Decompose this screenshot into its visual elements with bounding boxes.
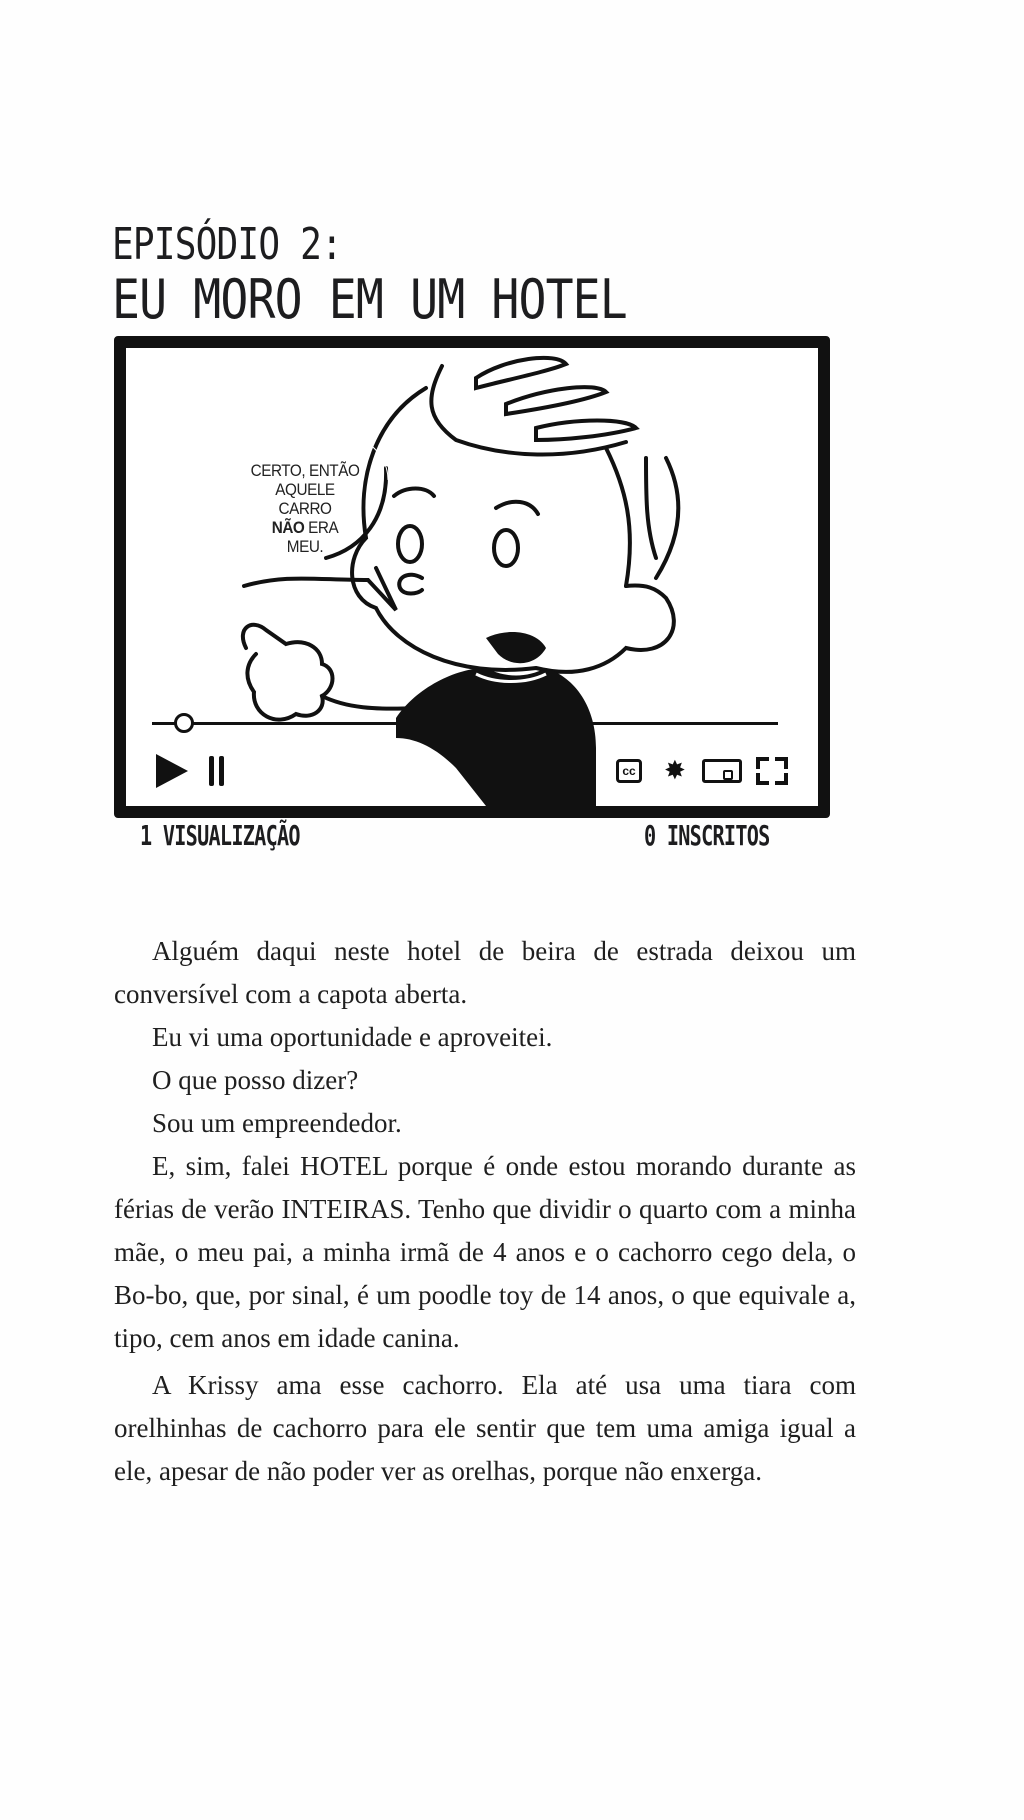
subscriber-count: 0 INSCRITOS: [644, 819, 770, 852]
episode-title: EU MORO EM UM HOTEL: [112, 268, 627, 331]
video-player-illustration: [114, 336, 830, 818]
closed-captions-icon[interactable]: cc: [616, 759, 642, 783]
fullscreen-icon[interactable]: [756, 757, 788, 785]
paragraph: A Krissy ama esse cachorro. Ela até usa uma tiara com orelhinhas de cachorro para ele sentir que tem uma amiga igual a ele, apesar de não poder ver as orelhas, porque não enxerga.: [114, 1370, 856, 1486]
view-count: 1 VISUALIZAÇÃO: [140, 819, 300, 852]
video-controls-bar: [126, 696, 818, 806]
paragraph: Sou um empreendedor.: [152, 1108, 402, 1138]
speech-bubble-text: CERTO, ENTÃO AQUELE CARRO NÃO ERA MEU.: [250, 461, 360, 556]
progress-bar[interactable]: [152, 722, 778, 725]
body-text: [114, 930, 856, 1493]
play-icon[interactable]: [156, 754, 188, 788]
progress-scrubber-handle[interactable]: [174, 713, 194, 733]
settings-gear-icon[interactable]: ✸: [664, 756, 686, 785]
episode-label: EPISÓDIO 2:: [112, 219, 342, 270]
paragraph: Eu vi uma oportunidade e aproveitei.: [152, 1022, 553, 1052]
paragraph: Alguém daqui neste hotel de beira de estrada deixou um conversível com a capota aberta.: [114, 936, 856, 1009]
miniplayer-icon[interactable]: [702, 759, 742, 783]
paragraph: O que posso dizer?: [152, 1065, 359, 1095]
paragraph: E, sim, falei HOTEL porque é onde estou morando durante as férias de verão INTEIRAS. Tenho que dividir o quarto com a minha mãe, o meu pai, a minha irmã de 4 anos e o cachorro cego dela, o Bo-bo, que, por sinal, é um poodle toy de 14 anos, o que equivale a, tipo, cem anos em idade canina.: [114, 1151, 856, 1353]
pause-icon[interactable]: [208, 756, 226, 786]
